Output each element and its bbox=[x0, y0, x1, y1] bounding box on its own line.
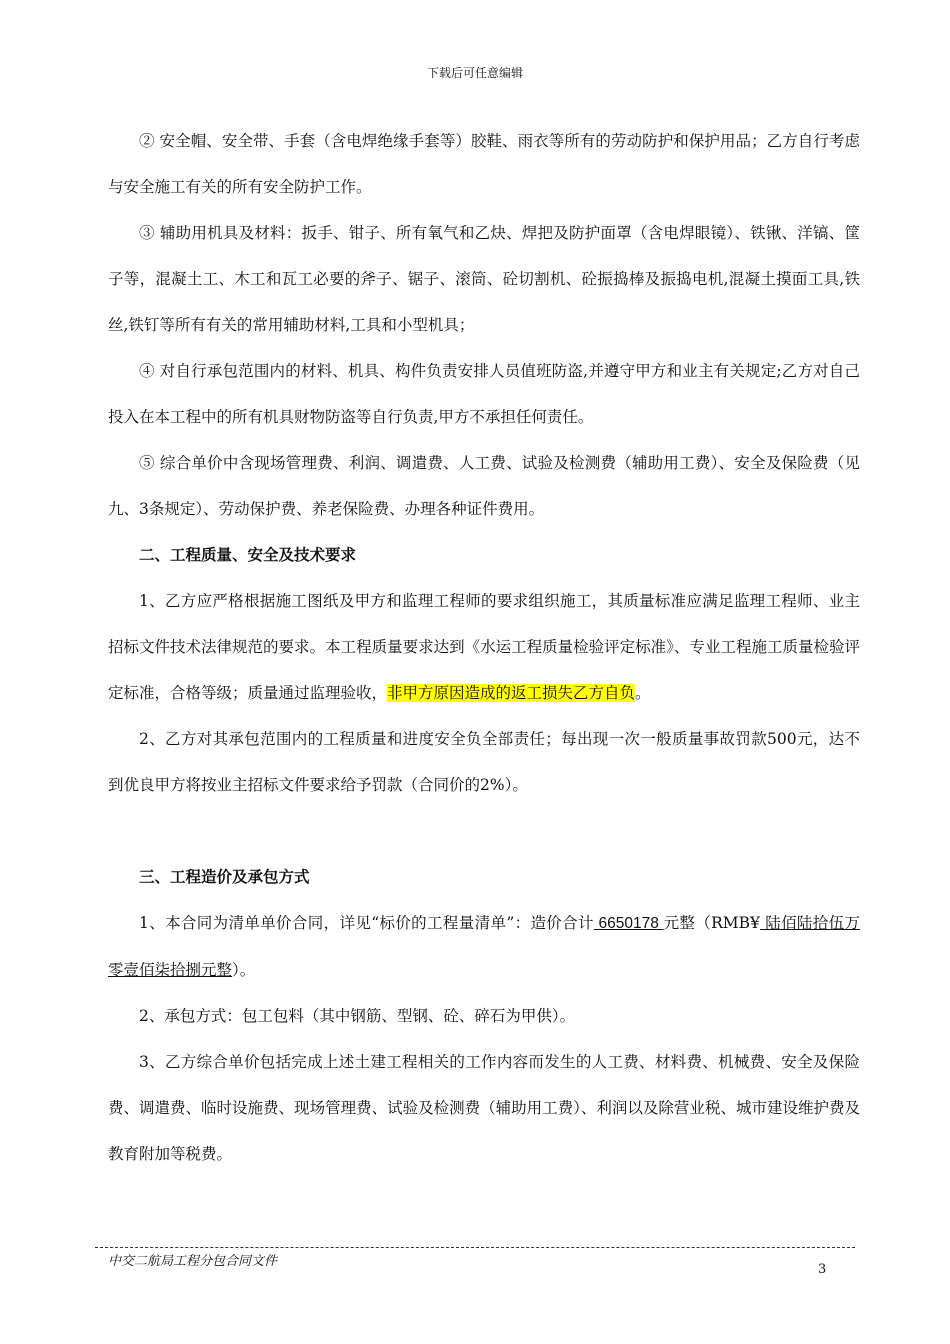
clause-5-unit-price: ⑤ 综合单价中含现场管理费、利润、调遣费、人工费、试验及检测费（辅助用工费）、安全及保险费（见九、3条规定）、劳动保护费、养老保险费、办理各种证件费用。 bbox=[108, 454, 860, 518]
clause-4-theft-prevention: ④ 对自行承包范围内的材料、机具、构件负责安排人员值班防盗,并遵守甲方和业主有关规定;乙方对自己投入在本工程中的所有机具财物防盗等自行负责,甲方不承担任何责任。 bbox=[108, 362, 860, 426]
footer-divider bbox=[95, 1247, 855, 1248]
clause-3-auxiliary-tools: ③ 辅助用机具及材料：扳手、钳子、所有氧气和乙炔、焊把及防护面罩（含电焊眼镜）、铁锹、洋镐、筐子等，混凝土工、木工和瓦工必要的斧子、锯子、滚筒、砼切割机、砼振捣棒及振捣电机,混凝土摸面工具,铁丝,铁钉等所有有关的常用辅助材料,工具和小型机具； bbox=[108, 224, 860, 334]
document-body bbox=[108, 118, 860, 1177]
page-number: 3 bbox=[818, 1262, 827, 1277]
highlighted-text: 非甲方原因造成的返工损失乙方自负 bbox=[387, 684, 636, 702]
section-3-title: 三、工程造价及承包方式 bbox=[139, 867, 310, 886]
spacer bbox=[108, 808, 860, 854]
section-3-item-1-pre: 1、本合同为清单单价合同，详见“标价的工程量清单”：造价合计 bbox=[139, 914, 594, 932]
section-2-item-1-end: 。 bbox=[635, 684, 651, 702]
page-header: 下载后可任意编辑 bbox=[426, 66, 523, 80]
section-2-item-1-text: 1、乙方应严格根据施工图纸及甲方和监理工程师的要求组织施工，其质量标准应满足监理工程师、业主招标文件技术法律规范的要求。本工程质量要求达到《水运工程质量检验评定标准》、专业工程施工质量检验评定标准，合格等级；质量通过监理验收， bbox=[108, 592, 860, 702]
section-2-item-2: 2、乙方对其承包范围内的工程质量和进度安全负全部责任；每出现一次一般质量事故罚款500元，达不到优良甲方将按业主招标文件要求给予罚款（合同价的2%）。 bbox=[108, 730, 860, 794]
section-3-item-3: 3、乙方综合单价包括完成上述土建工程相关的工作内容而发生的人工费、材料费、机械费、安全及保险费、调遣费、临时设施费、现场管理费、试验及检测费（辅助用工费）、利润以及除营业税、城市建设维护费及教育附加等税费。 bbox=[108, 1053, 860, 1163]
section-3-item-2: 2、承包方式：包工包料（其中钢筋、型钢、砼、碎石为甲供）。 bbox=[139, 1007, 576, 1025]
contract-amount: 6650178 bbox=[593, 915, 664, 932]
clause-2-protective-gear: ② 安全帽、安全带、手套（含电焊绝缘手套等）胶鞋、雨衣等所有的劳动防护和保护用品；乙方自行考虑与安全施工有关的所有安全防护工作。 bbox=[108, 132, 860, 196]
section-2-title: 二、工程质量、安全及技术要求 bbox=[139, 545, 357, 564]
section-3-item-1 bbox=[108, 900, 860, 993]
contract-amount-words: 陆佰陆拾伍万零壹佰柒拾捌元整 bbox=[108, 914, 860, 979]
section-3-item-1-end: ）。 bbox=[232, 961, 256, 979]
section-2-item-1 bbox=[108, 578, 860, 716]
section-3-item-1-mid: 元整（RMB¥ bbox=[663, 914, 760, 932]
footer-title: 中交二航局工程分包合同文件 bbox=[108, 1254, 278, 1269]
